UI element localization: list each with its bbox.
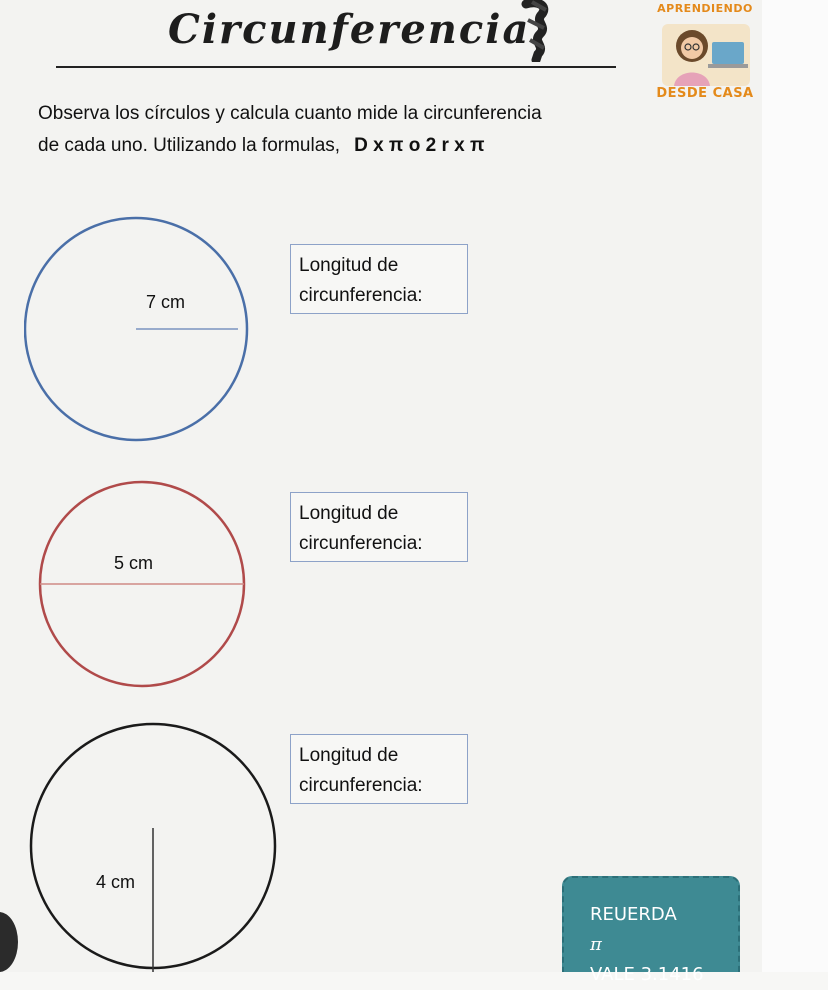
aprendiendo-desde-casa-logo bbox=[648, 2, 762, 106]
circle-1-answer-box[interactable] bbox=[290, 244, 468, 314]
answer-label-line-1: Longitud de bbox=[299, 745, 399, 766]
circle-3-measure: 4 cm bbox=[96, 872, 136, 892]
pi-symbol: π bbox=[590, 934, 602, 955]
instructions-line-2 bbox=[38, 130, 658, 162]
answer-label-line-2: circunferencia: bbox=[299, 285, 423, 306]
circle-3 bbox=[28, 722, 280, 972]
formula: D x π o 2 r x π bbox=[354, 135, 485, 156]
reminder-line-2: VALE 3.1416 bbox=[590, 964, 704, 985]
reminder-title: REUERDA bbox=[590, 904, 677, 925]
teacher-avatar-icon bbox=[662, 16, 750, 86]
logo-bottom-text: DESDE CASA bbox=[656, 86, 754, 101]
instructions bbox=[38, 98, 658, 162]
logo-top-text: APRENDIENDO bbox=[657, 2, 753, 15]
answer-label-line-2: circunferencia: bbox=[299, 533, 423, 554]
instructions-line-1: Observa los círculos y calcula cuanto mide la circunferencia bbox=[38, 103, 542, 124]
answer-label-line-1: Longitud de bbox=[299, 503, 399, 524]
circle-2-answer-box[interactable] bbox=[290, 492, 468, 562]
page-title: Circunferencia bbox=[168, 6, 531, 53]
instructions-line-2-text: de cada uno. Utilizando la formulas, bbox=[38, 135, 341, 156]
answer-label-line-2: circunferencia: bbox=[299, 775, 423, 796]
page-margin bbox=[762, 0, 828, 972]
answer-label-line-1: Longitud de bbox=[299, 255, 399, 276]
circle-2 bbox=[36, 478, 248, 690]
circle-1-measure: 7 cm bbox=[146, 292, 186, 312]
pi-reminder-note bbox=[562, 876, 740, 985]
reminder-line-1 bbox=[590, 900, 738, 960]
scribble-decoration bbox=[518, 0, 554, 62]
title-underline bbox=[56, 66, 616, 68]
circle-1 bbox=[24, 214, 250, 444]
circle-3-answer-box[interactable] bbox=[290, 734, 468, 804]
circle-2-measure: 5 cm bbox=[114, 553, 154, 573]
